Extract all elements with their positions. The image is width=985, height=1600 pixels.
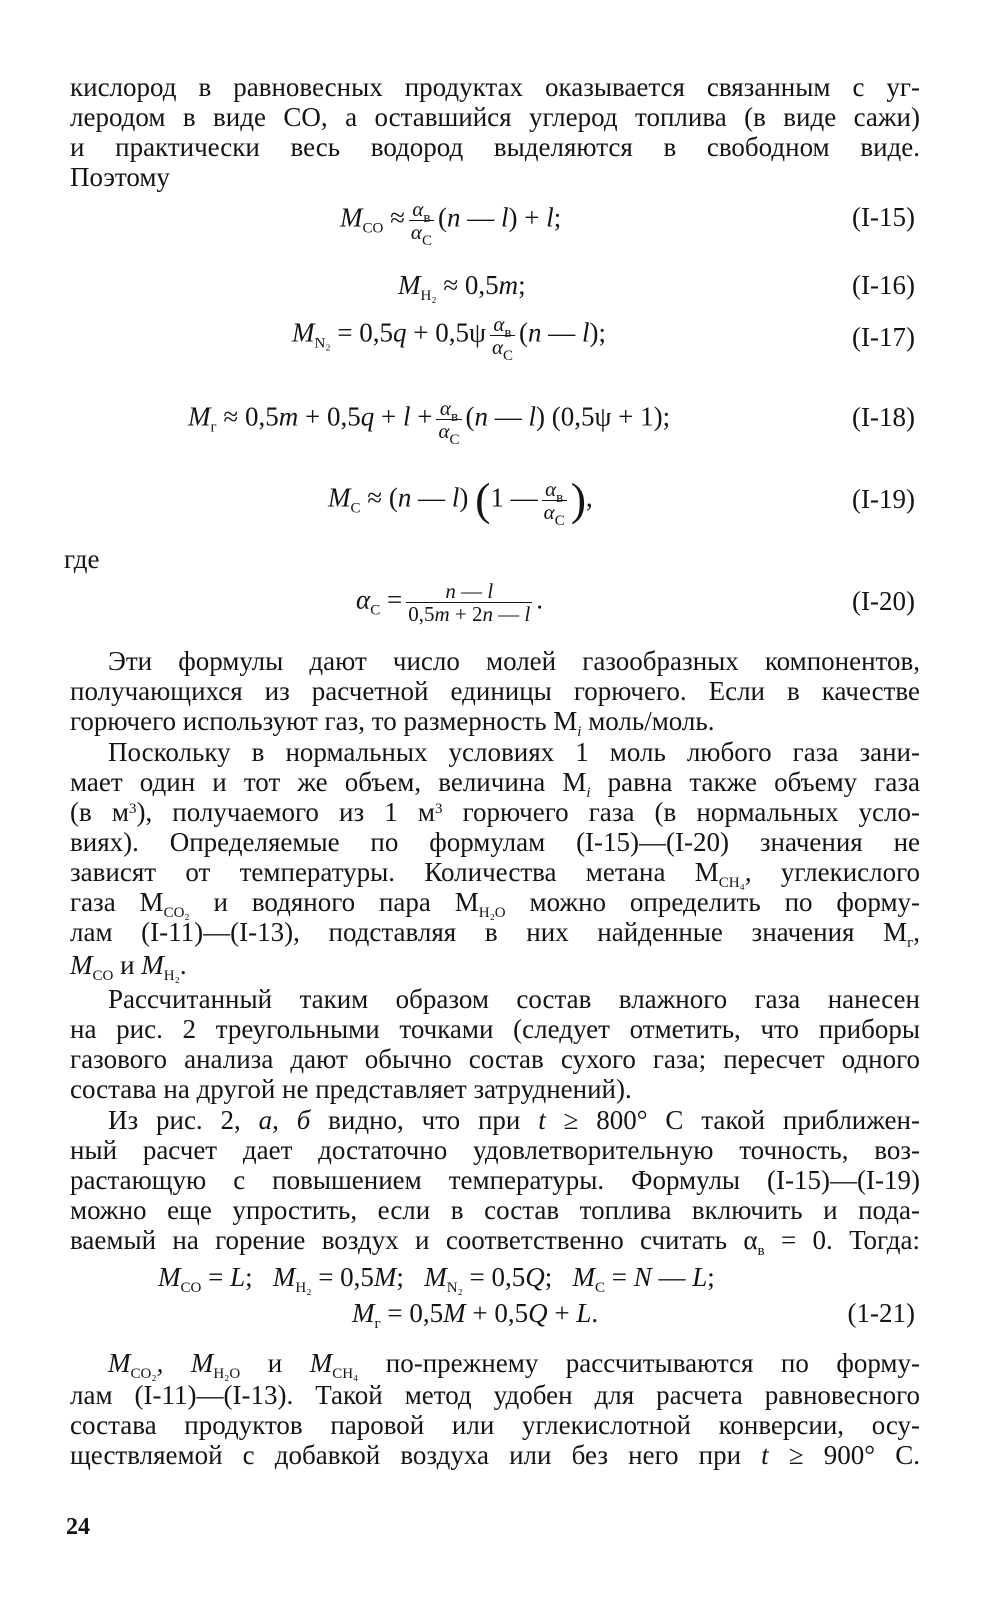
equation-tag: (1-21)	[847, 1298, 915, 1328]
text-line: на рис. 2 треугольными точками (следует отметить, что приборы	[70, 1014, 920, 1044]
text-line: лам (I-11)—(I-13). Такой метод удобен для расчета равновесного	[70, 1380, 920, 1410]
equation-tag: (I-16)	[852, 270, 915, 300]
equation-i-15: $M_{CO}$ ≈ $\frac{\alpha_в}{\alpha_C}$ (n — l) + l;	[340, 197, 562, 249]
text-line: ществляемой с добавкой воздуха или без него при t ≥ 900° С.	[70, 1440, 921, 1470]
text-line: газового анализа дают обычно состав сухого газа; пересчет одного	[70, 1044, 920, 1074]
text-line: можно еще упростить, если в состав топлива включить и пода-	[70, 1195, 920, 1225]
text-line: (в $м^3$), получаемого из 1 $м^3$ горючего газа (в нормальных усло-	[70, 797, 921, 827]
equation-i-19: $M_C \approx (n$ — l) (1 — $\frac{\alpha_в}{\alpha_C}$ ),	[328, 473, 593, 529]
text-line: состава на другой не представляет затруднений).	[70, 1074, 632, 1104]
text-line: Эти формулы дают число молей газообразных компонентов,	[108, 646, 920, 676]
page-number: 24	[66, 1514, 90, 1540]
equation-i-21-first-line: $M_{CO} = L$; $M_{H_2} = 0,5M$; $M_{N_2} = 0,5Q$; $M_C = N$ — L;	[158, 1262, 715, 1296]
text-line: Из рис. 2, а, б видно, что при t ≥ 800° С такой приближен-	[108, 1105, 920, 1135]
text-line: Поэтому	[70, 162, 170, 192]
text-line: зависят от температуры. Количества метана $M_{CH_4}$, углекислого	[70, 857, 920, 891]
equation-i-18: $M_г \approx 0,5m + 0,5q + l$ + $\frac{\alpha_в}{\alpha_C}$ (n — l) (0,5ψ + 1);	[188, 396, 671, 448]
text-line: ный расчет дает достаточно удовлетворительную точность, воз-	[70, 1135, 920, 1165]
text-line: газа $M_{CO_2}$ и водяного пара $M_{H_2O}$ можно определить по форму-	[70, 887, 921, 921]
text-line: мает один и тот же объем, величина $M_i$ равна также объему газа	[70, 767, 920, 801]
text-line: $M_{CO_2}$, $M_{H_2O}$ и $M_{CH_4}$ по-прежнему рассчитываются по форму-	[108, 1348, 921, 1382]
text-line: получающихся из расчетной единицы горючего. Если в качестве	[70, 676, 920, 706]
text-line: виях). Определяемые по формулам (I-15)—(I-20) значения не	[70, 827, 920, 857]
text-line: леродом в виде CO, а оставшийся углерод топлива (в виде сажи)	[70, 102, 920, 132]
equation-i-20: $\alpha_C$ = $\frac{n — l}{0,5m + 2n — l}$ .	[356, 579, 544, 626]
text-line: кислород в равновесных продуктах оказывается связанным с уг-	[70, 72, 920, 102]
equation-tag: (I-20)	[852, 586, 915, 616]
where-word: где	[64, 544, 100, 574]
text-line: Рассчитанный таким образом состав влажного газа нанесен	[108, 984, 920, 1014]
text-line: растающую с повышением температуры. Формулы (I-15)—(I-19)	[70, 1165, 920, 1195]
text-line: $M_{CO}$ и $M_{H_2}$.	[70, 950, 187, 984]
equation-tag: (I-19)	[852, 484, 915, 514]
text-line: горючего используют газ, то размерность $M_i$ моль/моль.	[70, 706, 715, 740]
equation-tag: (I-15)	[852, 202, 915, 232]
text-line: ваемый на горение воздух и соответственно считать $\alpha_в = 0$. Тогда:	[70, 1225, 920, 1259]
equation-i-16: $M_{H_2} \approx 0,5m$;	[398, 270, 526, 304]
text-line: и практически весь водород выделяются в свободном виде.	[70, 132, 920, 162]
text-line: состава продуктов паровой или углекислотной конверсии, осу-	[70, 1410, 920, 1440]
equation-tag: (I-17)	[852, 322, 915, 352]
text-line: Поскольку в нормальных условиях 1 моль любого газа зани-	[108, 737, 920, 767]
equation-i-17: $M_{N_2} = 0,5q + 0,5\psi$ $\frac{\alpha_в}{\alpha_C}$ (n — l);	[292, 312, 606, 364]
text-line: лам (I-11)—(I-13), подставляя в них найденные значения $M_г$,	[70, 917, 920, 951]
equation-tag: (I-18)	[852, 402, 915, 432]
equation-i-21-second-line: $M_г = 0,5M + 0,5Q + L$.	[352, 1298, 599, 1332]
